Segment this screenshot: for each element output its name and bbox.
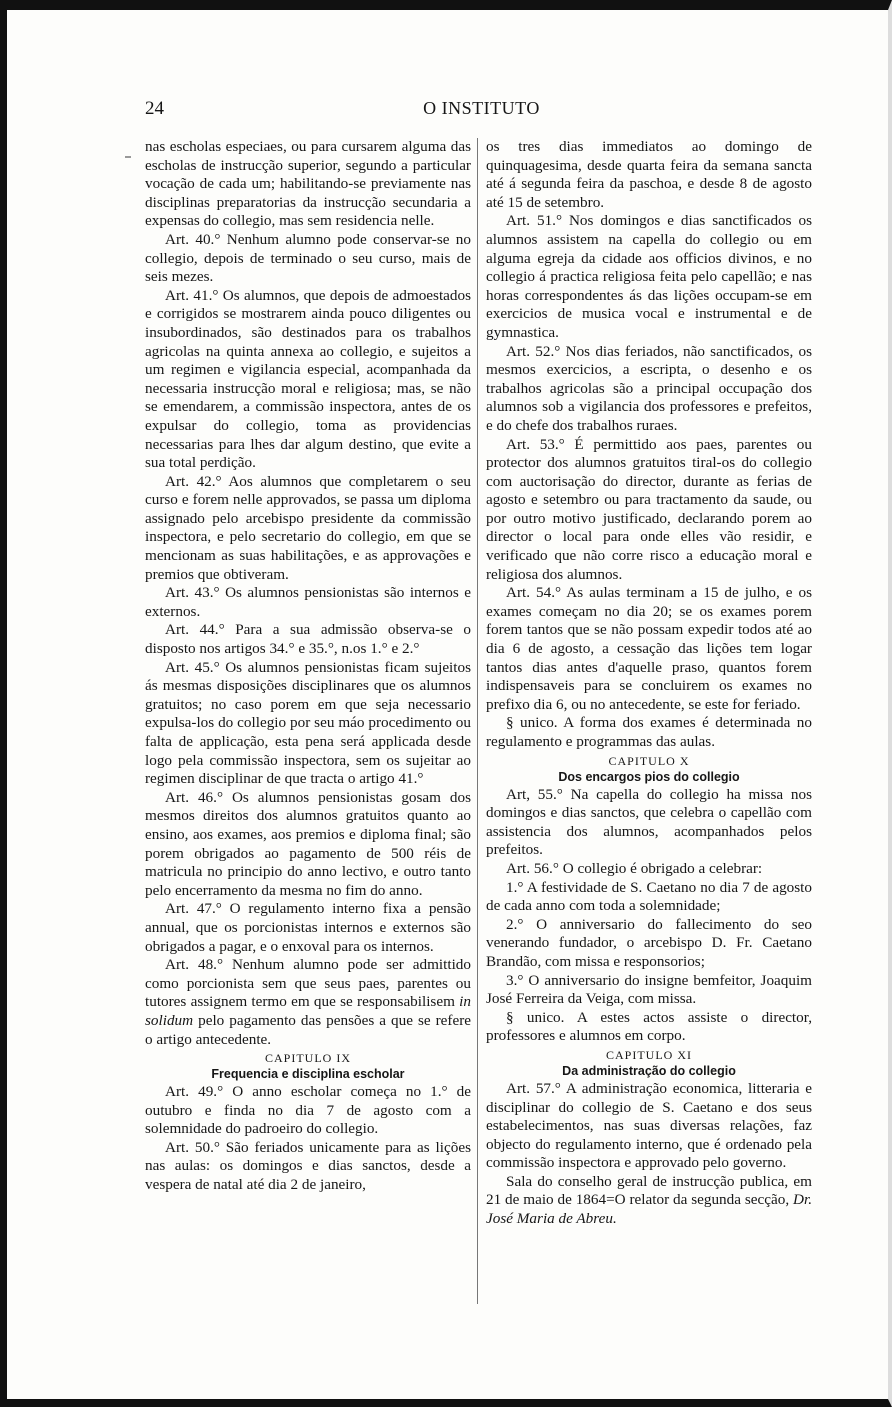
chapter-9-title: Frequencia e disciplina escholar [211, 1067, 405, 1082]
paragraph-continuation: nas escholas especiaes, ou para cursarem alguma das escholas de instrucção superior, segundo a particular vocação de cada um; habilitando-se previamente nas disciplinas preparatorias da instrucção secundaria a expensas do collegio, mas sem residencia nelle. [145, 138, 471, 230]
article-49: Art. 49.° O anno escholar começa no 1.° de outubro e finda no dia 7 de agosto com a solemnidade do padroeiro do collegio. [145, 1083, 471, 1138]
stray-mark [125, 156, 131, 158]
chapter-11-title: Da administração do collegio [562, 1063, 736, 1078]
article-57: Art. 57.° A administração economica, litteraria e disciplinar do collegio de S. Caetano e dos seus estabelecimentos, nas suas diversas relações, faz objecto do regulamento interno, que é ordenado pela commissão inspectora e approvado pelo governo. [486, 1079, 812, 1172]
chapter-11-label: CAPITULO XI [606, 1047, 692, 1062]
article-40: Art. 40.° Nenhum alumno pode conservar-se no collegio, depois de terminado o seu curso, mais de seis mezes. [145, 230, 471, 286]
article-48-latin: in solidum [145, 993, 471, 1029]
article-42: Art. 42.° Aos alumnos que completarem o seu curso e forem nelle approvados, se passa um diploma assignado pelo arcebispo presidente da commissão inspectora, e pelo secretario do collegio, em que se mencionam as suas habilitações, e as approvações e premios que obtiveram. [145, 472, 471, 583]
right-column [486, 138, 812, 1229]
article-41: Art. 41.° Os alumnos, que depois de admoestados e corrigidos se mostrarem ainda pouco diligentes ou insubordinados, são destinados para os trabalhos agricolas na quinta annexa ao collegio, e sujeitos a um regimen e vigilancia especial, acompanhada da necessaria instrucção moral e religiosa; mas, se não se emendarem, a commissão inspectora, antes de os expulsar do collegio, toma as providencias necessarias para lhes dar algum destino, que evite a sua total perdição. [145, 286, 471, 472]
paragraph-continuation: os tres dias immediatos ao domingo de quinquagesima, desde quarta feira da semana sancta até á segunda feira da paschoa, e desde 8 de agosto até 15 de setembro. [486, 138, 812, 211]
article-54: Art. 54.° As aulas terminam a 15 de julho, e os exames começam no dia 20; se os exames porem forem tantos que se não possam expedir todos até ao dia 6 de agosto, a cessação das lições tem logar tantos dias antes d'aquelle praso, quantos forem indispensaveis para se concluirem os exames no prefixo dia 6, ou no antecedente, se este for feriado. [486, 584, 812, 713]
page-number: 24 [145, 98, 164, 119]
column-divider [477, 138, 478, 1304]
article-55: Art, 55.° Na capella do collegio ha missa nos domingos e dias sanctos, que celebra o capellão com assistencia dos alumnos, acompanhados pelos prefeitos. [486, 785, 812, 859]
article-51: Art. 51.° Nos domingos e dias sanctificados os alumnos assistem na capella do collegio ou em alguma egreja da cidade aos officios divinos, e no collegio á practica religiosa feita pelo capellão; e nas horas correspondentes ás das lições occupam-se em exercicios de musica vocal e instrumental e de gymnastica. [486, 212, 812, 341]
article-56: Art. 56.° O collegio é obrigado a celebrar: [506, 859, 763, 877]
article-52: Art. 52.° Nos dias feriados, não sanctificados, os mesmos exercicios, a escripta, o desenho e os trabalhos agricolas são a principal occupação dos alumnos sob a vigilancia dos professores e prefeitos, e do chefe dos trabalhos ruraes. [486, 342, 812, 434]
article-43: Art. 43.° Os alumnos pensionistas são internos e externos. [145, 584, 471, 620]
article-44: Art. 44.° Para a sua admissão observa-se o disposto nos artigos 34.° e 35.°, n.os 1.° e 2.° [145, 621, 471, 658]
article-56-item-2: 2.° O anniversario do fallecimento do seo venerando fundador, o arcebispo D. Fr. Caetano Brandão, com missa e responsorios; [486, 915, 812, 970]
article-56-item-3: 3.° O anniversario do insigne bemfeitor, Joaquim José Ferreira da Veiga, com missa. [486, 971, 812, 1008]
chapter-10-label: CAPITULO X [608, 753, 690, 768]
article-47: Art. 47.° O regulamento interno fixa a pensão annual, que os porcionistas internos e externos são obrigados a pagar, e o enxoval para os internos. [145, 900, 471, 955]
signature-name: Dr. José Maria de Abreu. [486, 1191, 812, 1228]
running-title: O INSTITUTO [423, 98, 540, 118]
article-53: Art. 53.° É permittido aos paes, parentes ou protector dos alumnos gratuitos tiral-os do collegio com auctorisação do director, durante as ferias de agosto e setembro ou para tractamento da saude, ou por outro motivo justificado, declarando porem ao director o local para onde elles vão residir, e verificado que não corre risco a educação moral e religiosa dos alumnos. [486, 435, 812, 583]
article-48-text-a: Art. 48.° Nenhum alumno pode ser admittido como porcionista sem que seus paes, parentes ou tutores assignem termo em que se responsabilisem [145, 956, 471, 1011]
article-50: Art. 50.° São feriados unicamente para as lições nas aulas: os domingos e dias sanctos, desde a vespera de natal até dia 2 de janeiro, [145, 1138, 471, 1194]
chapter-10-title: Dos encargos pios do collegio [558, 769, 740, 784]
article-48 [145, 956, 471, 1049]
signature-paragraph [486, 1173, 812, 1229]
article-56-unico: § unico. A estes actos assiste o director, professores e alumnos em corpo. [486, 1008, 812, 1045]
page-header [145, 98, 818, 124]
signature-text: Sala do conselho geral de instrucção publica, em 21 de maio de 1864=O relator da segunda secção, [486, 1172, 812, 1209]
article-46: Art. 46.° Os alumnos pensionistas gosam dos mesmos direitos dos alumnos gratuitos quanto ao ensino, aos exames, aos premios e diploma final; são porem obrigados ao pagamento de 500 réis de matricula no principio do anno lectivo, e outro tanto pelo encerramento da mesma no fim do anno. [145, 788, 471, 899]
article-45: Art. 45.° Os alumnos pensionistas ficam sujeitos ás mesmas disposições disciplinares que os alumnos gratuitos; no caso porem em que seja necessario expulsa-los do collegio por seu máo procedimento ou falta de applicação, esta pena será applicada desde logo pela commissão inspectora, sem os sujeitar ao regimen disciplinar de que tracta o artigo 41.° [145, 658, 471, 788]
article-48-text-b: pelo pagamento das pensões a que se refere o artigo antecedente. [145, 1011, 471, 1048]
article-56-item-1: 1.° A festividade de S. Caetano no dia 7 de agosto de cada anno com toda a solemnidade; [486, 878, 812, 915]
article-54-unico: § unico. A forma dos exames é determinada no regulamento e programmas das aulas. [486, 714, 812, 750]
chapter-9-label: CAPITULO IX [265, 1051, 351, 1066]
left-column [145, 138, 471, 1195]
